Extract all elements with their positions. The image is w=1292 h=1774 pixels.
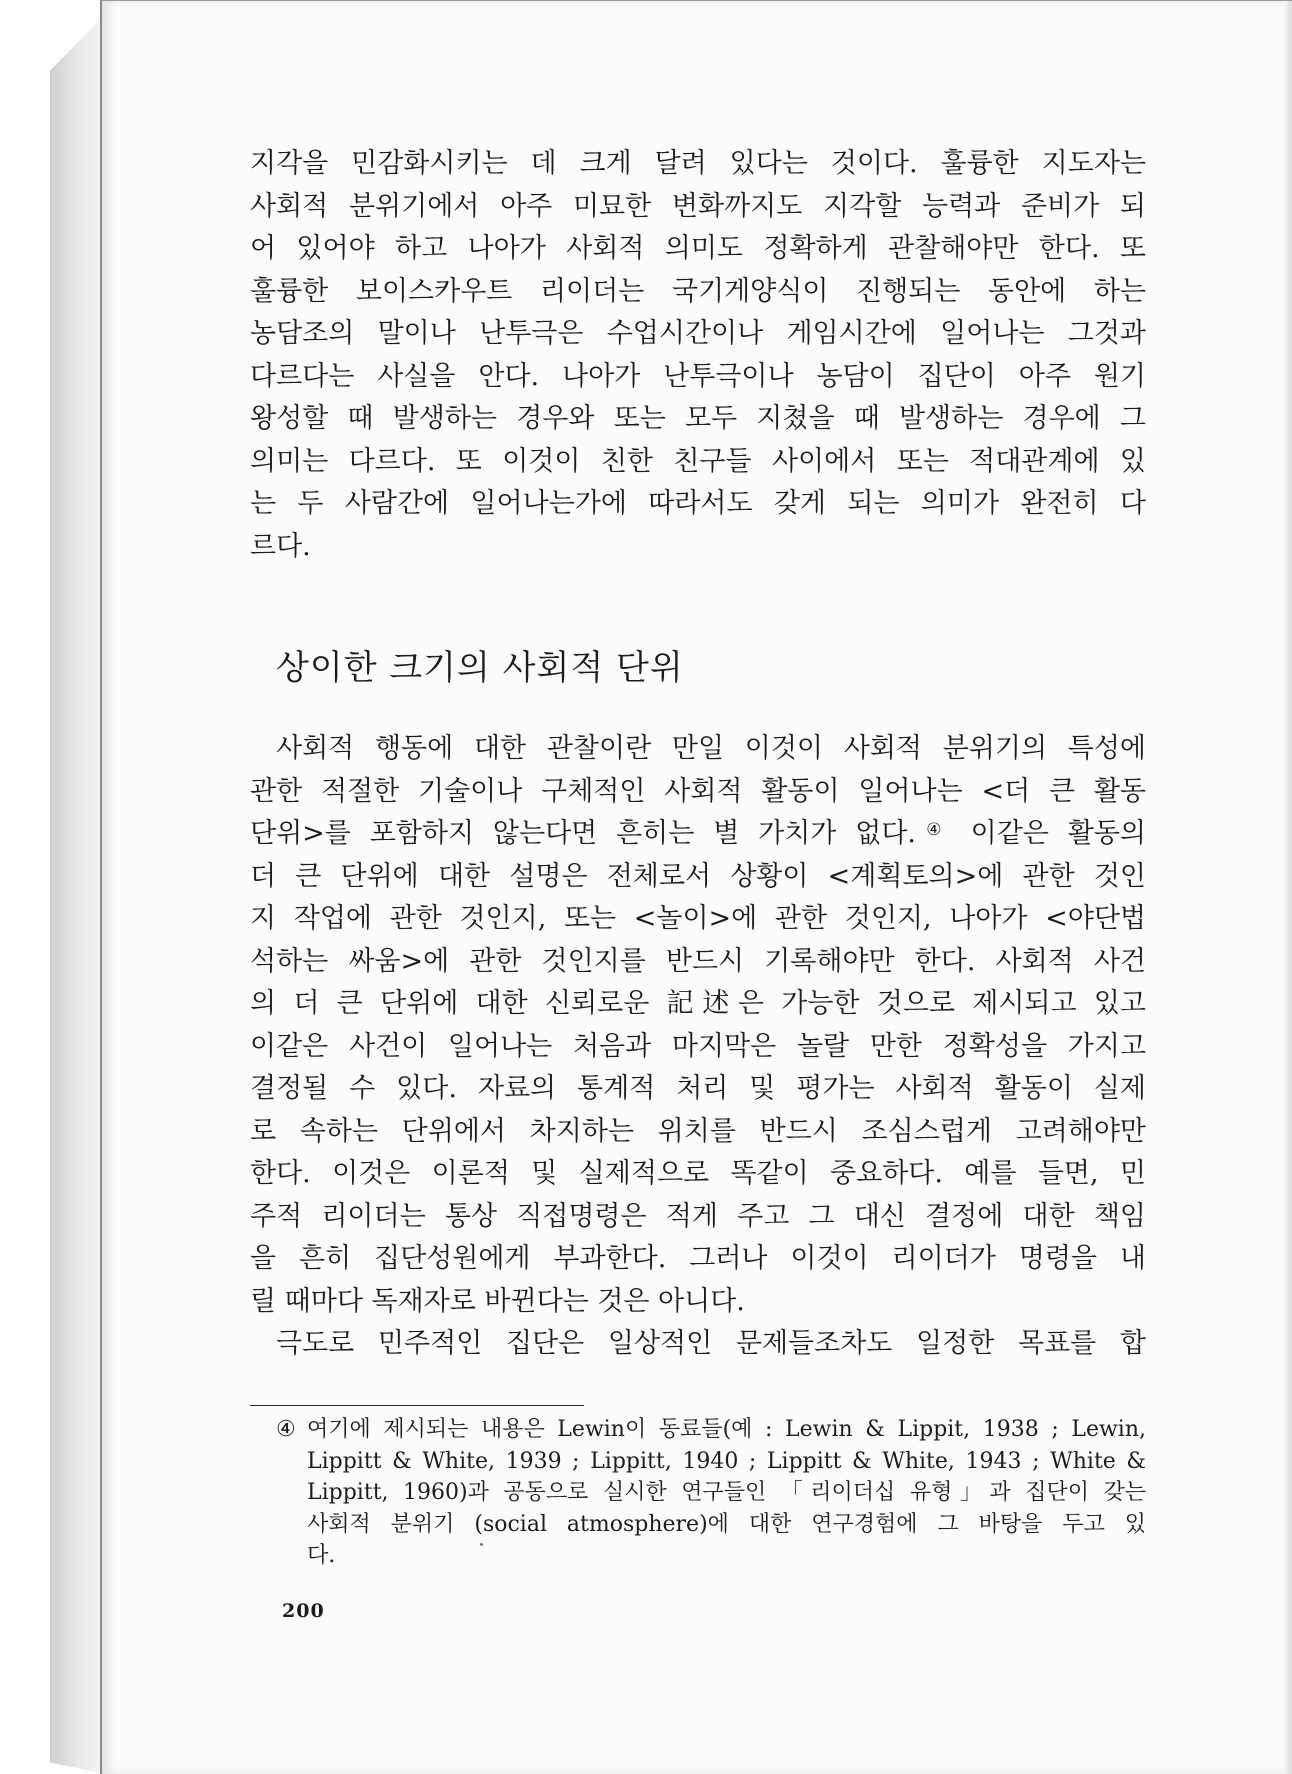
footnote-reference[interactable]: ④ [915,820,952,840]
text-line: 훌륭한 보이스카우트 리이더는 국기게양식이 진행되는 동안에 하는 [250,275,1146,307]
text-line: 로 속하는 단위에서 차지하는 위치를 반드시 조심스럽게 고려해야만 [250,1115,1146,1147]
text-line: 주적 리이더는 통상 직접명령은 적게 주고 그 대신 결정에 대한 책임 [250,1200,1146,1232]
text-line: 지각을 민감화시키는 데 크게 달려 있다는 것이다. 훌륭한 지도자는 [250,148,1146,179]
text-line: 다르다는 사실을 안다. 나아가 난투극이나 농담이 집단이 아주 원기 [250,360,1146,392]
text-line: 왕성할 때 발생하는 경우와 또는 모두 지쳤을 때 발생하는 경우에 그 [250,403,1146,434]
text-line: 지 작업에 관한 것인지, 또는 <놀이>에 관한 것인지, 나아가 <야단법 [250,903,1146,934]
text-line: 의 더 큰 단위에 대한 신뢰로운 記述은 가능한 것으로 제시되고 있고 [250,988,1146,1019]
text-line: 한다. 이것은 이론적 및 실제적으로 똑같이 중요하다. 예를 들면, 민 [250,1158,1146,1189]
text-line [250,813,1146,856]
footnote-marker: ④ [276,1417,296,1442]
text-line: 석하는 싸움>에 관한 것인지를 반드시 기록해야만 한다. 사회적 사건 [250,945,1146,977]
text-line: 을 흔히 집단성원에게 부과한다. 그러나 이것이 리이더가 명령을 내 [250,1243,1146,1274]
text-line: 사회적 행동에 대한 관찰이란 만일 이것이 사회적 분위기의 특성에 [276,733,1146,764]
text-line: 극도로 민주적인 집단은 일상적인 문제들조차도 일정한 목표를 합 [276,1328,1146,1359]
footnote-line: 여기에 제시되는 내용은 Lewin이 동료들(예 : Lewin & Lippit, 1938 ; Lewin, [307,1417,1146,1442]
text-line: 릴 때마다 독재자로 바뀐다는 것은 아니다. [250,1285,745,1317]
footnote-line: 다. [307,1543,336,1568]
paragraph-1 [250,143,1146,568]
text-line: 결정될 수 있다. 자료의 통계적 처리 및 평가는 사회적 활동이 실제 [250,1073,1146,1104]
text-line: 어 있어야 하고 나아가 사회적 의미도 정확하게 관찰해야만 한다. 또 [250,233,1146,264]
text-line: 이같은 사건이 일어나는 처음과 마지막은 놀랄 만한 정확성을 가지고 [250,1030,1146,1062]
section-heading: 상이한 크기의 사회적 단위 [276,648,684,688]
text-line: 농담조의 말이나 난투극은 수업시간이나 게임시간에 일어나는 그것과 [250,318,1146,349]
text-line: 르다. [250,530,311,562]
text-line: 사회적 분위기에서 아주 미묘한 변화까지도 지각할 능력과 준비가 되 [250,190,1146,222]
text-segment: 이같은 활동의 [970,818,1146,849]
footnote-divider [250,1405,584,1406]
print-speck [480,1543,483,1546]
paragraph-2 [250,728,1146,1366]
book-spine [50,18,102,1773]
footnote-body [307,1414,1146,1572]
footnote-line: Lippitt & White, 1939 ; Lippitt, 1940 ; Lippitt & White, 1943 ; White & [307,1448,1146,1474]
text-line: 의미는 다르다. 또 이것이 친한 친구들 사이에서 또는 적대관계에 있 [250,445,1146,477]
text-line: 관한 적절한 기술이나 구체적인 사회적 활동이 일어나는 <더 큰 활동 [250,775,1146,807]
footnote-line: 사회적 분위기 (social atmosphere)에 대한 연구경험에 그 바탕을 두고 있 [307,1511,1146,1537]
text-line: 는 두 사람간에 일어나는가에 따라서도 갖게 되는 의미가 완전히 다 [250,488,1146,519]
footnote [250,1414,1146,1572]
footnote-line: Lippitt, 1960)과 공동으로 실시한 연구들인 「리이더십 유형」과 집단이 갖는 [307,1480,1146,1505]
text-line: 더 큰 단위에 대한 설명은 전체로서 상황이 <계획토의>에 관한 것인 [250,860,1146,892]
page-edge [1284,1,1292,1774]
page-number: 200 [282,1600,325,1622]
text-segment: 단위>를 포함하지 않는다면 흔히는 별 가치가 없다. [250,818,916,849]
